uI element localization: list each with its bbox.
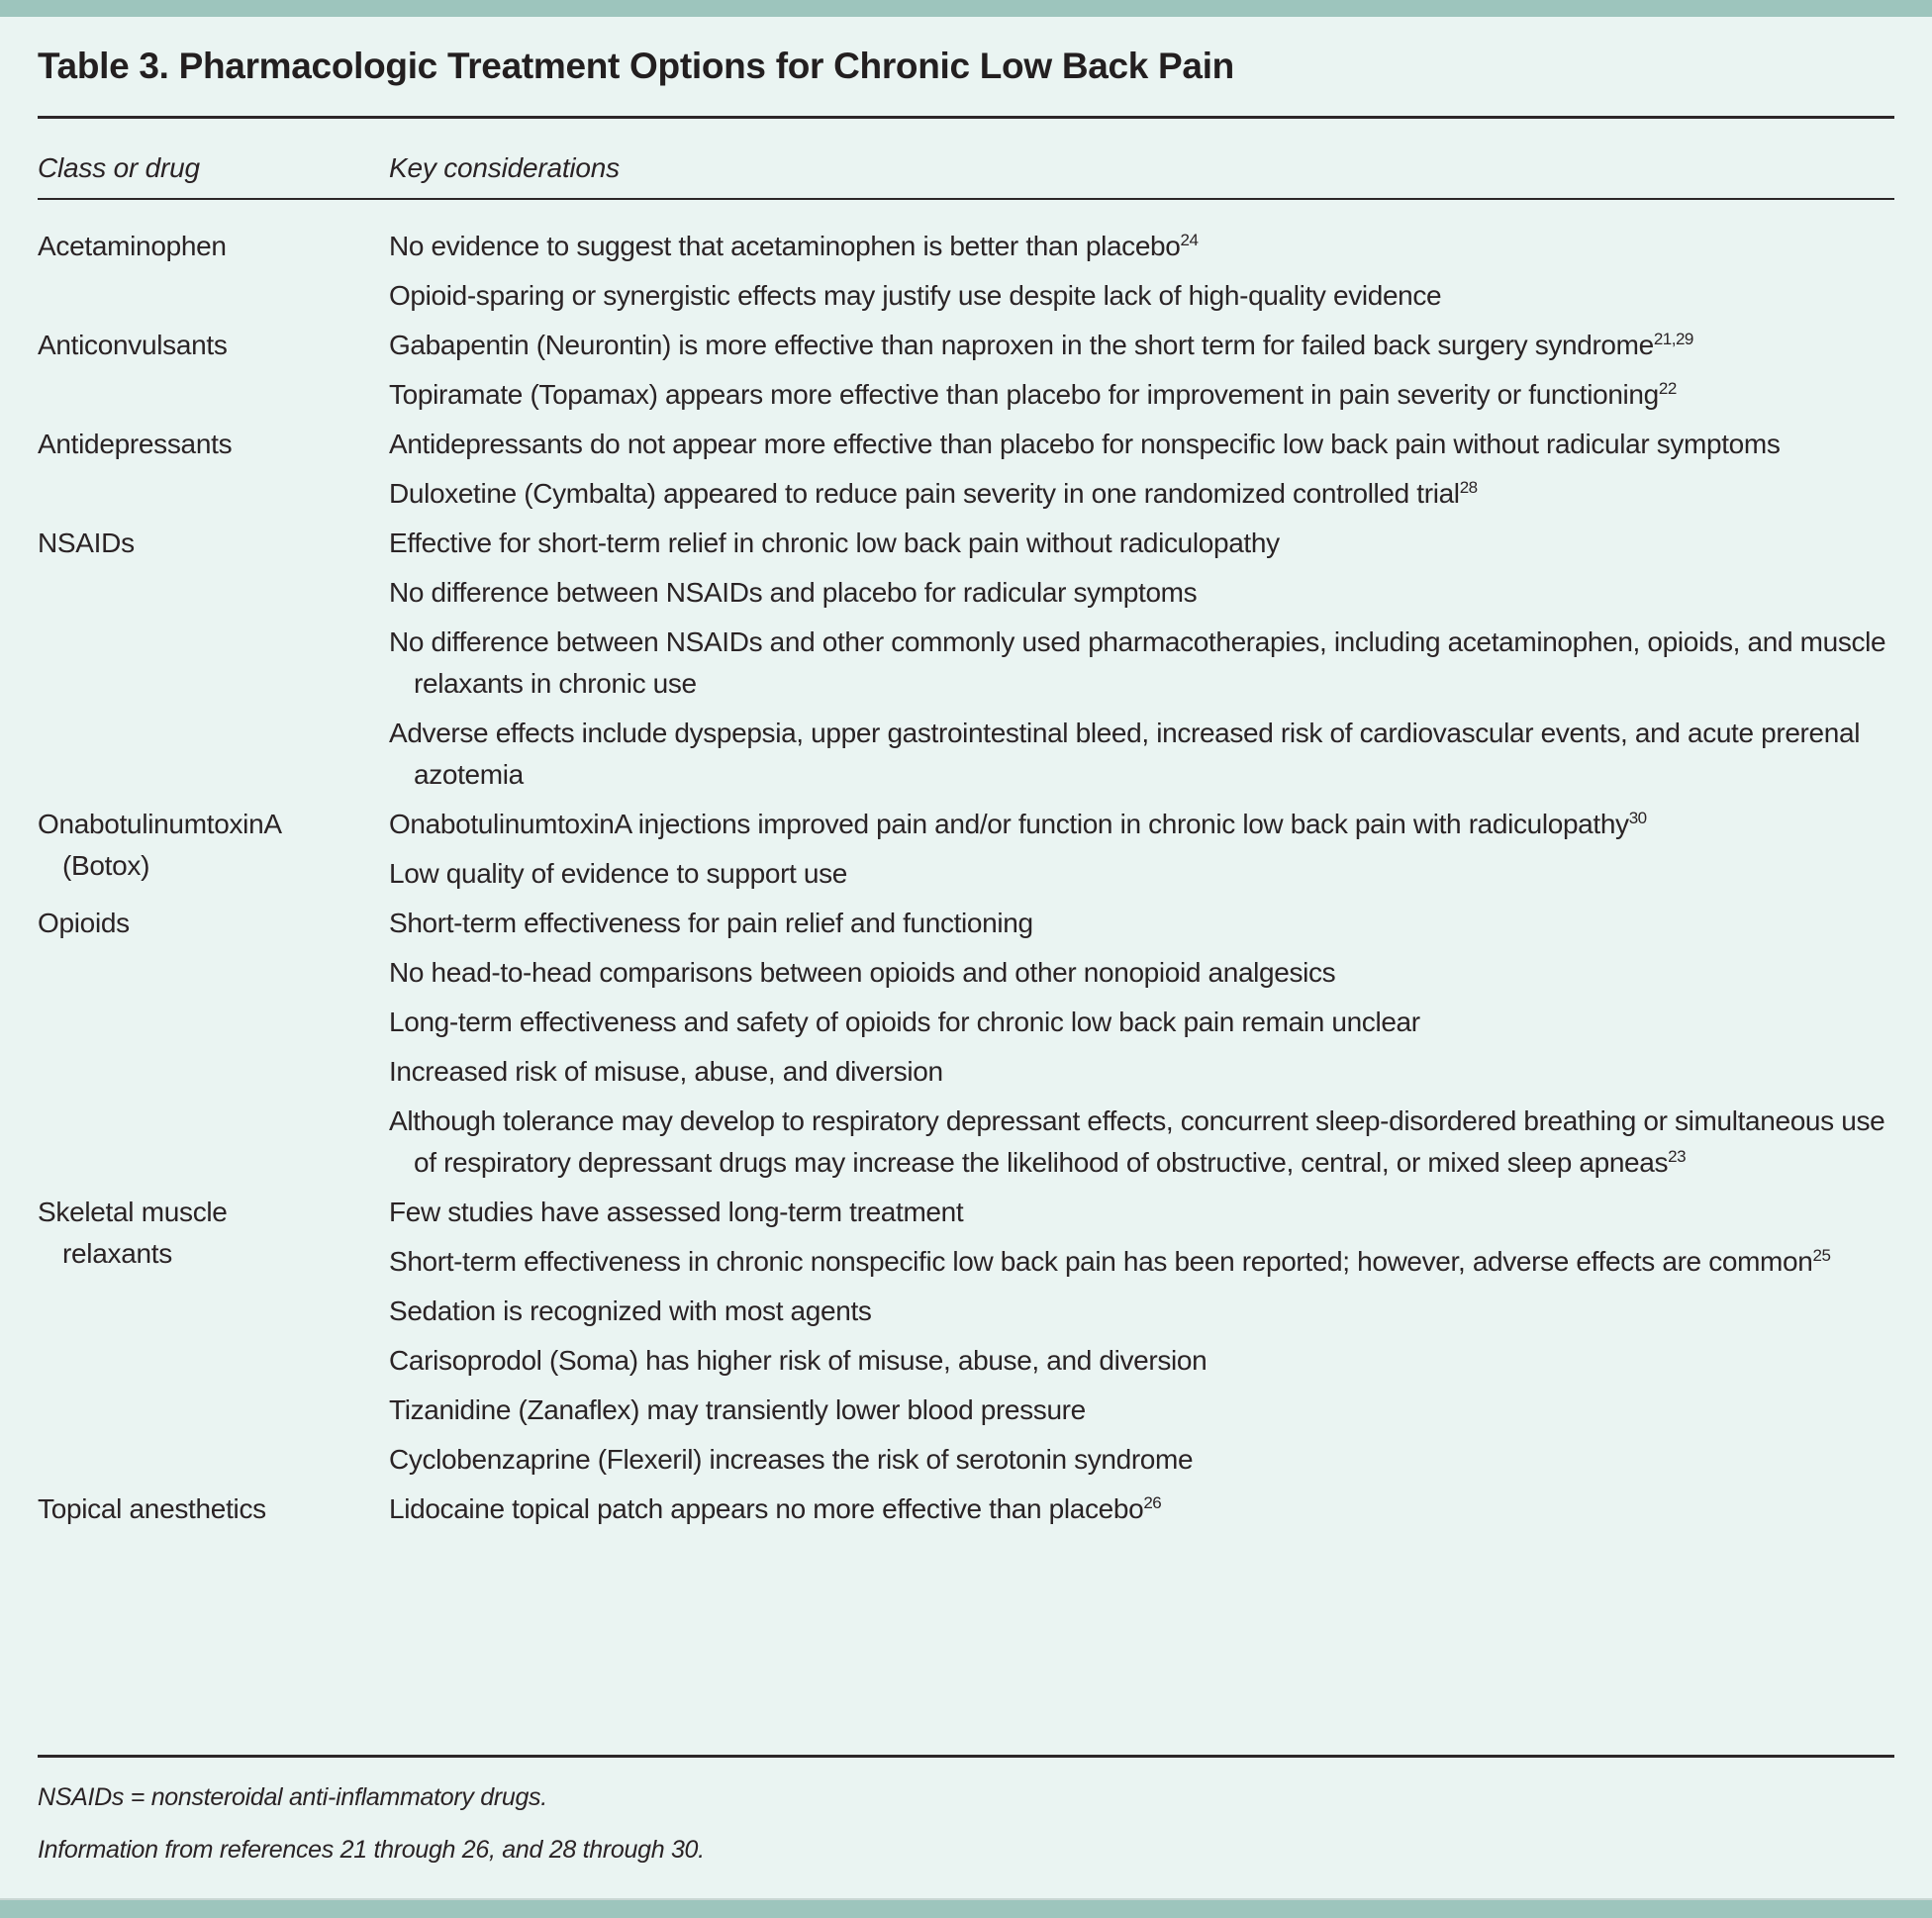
consideration-item [389,325,1898,366]
class-or-drug-cell [38,523,389,804]
consideration-item [389,1192,1898,1233]
class-or-drug-cell [38,1192,389,1488]
class-or-drug-cell [38,325,389,424]
consideration-item [389,424,1898,465]
consideration-text: No difference between NSAIDs and other commonly used pharmacotherapies, including acetaminophen, opioids, and muscle relaxants in chronic use [389,626,1886,699]
reference-superscript: 21,29 [1653,330,1693,348]
reference-superscript: 24 [1180,231,1199,249]
footnote-abbreviation: NSAIDs = nonsteroidal anti-inflammatory drugs. [38,1783,547,1811]
table-title: Table 3. Pharmacologic Treatment Options for Chronic Low Back Pain [38,46,1234,86]
table-row-group [38,903,1898,1192]
table-row-group [38,1192,1898,1488]
consideration-text: Gabapentin (Neurontin) is more effective than naproxen in the short term for failed back surgery syndrome [389,330,1654,360]
consideration-text: Duloxetine (Cymbalta) appeared to reduce pain severity in one randomized controlled trial [389,478,1460,509]
consideration-item [389,622,1898,705]
consideration-item [389,1390,1898,1431]
table-body [38,226,1898,1538]
consideration-item [389,1002,1898,1043]
class-name-line: Acetaminophen [38,231,227,261]
class-name-line: Opioids [38,908,130,938]
consideration-item [389,1241,1898,1283]
key-considerations-cell [389,903,1898,1192]
reference-superscript: 28 [1459,478,1478,497]
reference-superscript: 25 [1812,1246,1831,1265]
consideration-text: Antidepressants do not appear more effective than placebo for nonspecific low back pain without radicular symptoms [389,429,1781,459]
consideration-text: No evidence to suggest that acetaminophen is better than placebo [389,231,1181,261]
key-considerations-cell [389,325,1898,424]
class-name-line: (Botox) [62,850,150,881]
header-rule [38,198,1894,200]
key-considerations-cell [389,1192,1898,1488]
consideration-text: Adverse effects include dyspepsia, upper gastrointestinal bleed, increased risk of cardiovascular events, and acute prerenal azotemia [389,718,1861,790]
consideration-item [389,523,1898,564]
class-or-drug-cell [38,804,389,903]
key-considerations-cell [389,804,1898,903]
consideration-text: Carisoprodol (Soma) has higher risk of misuse, abuse, and diversion [389,1345,1208,1376]
consideration-text: Cyclobenzaprine (Flexeril) increases the risk of serotonin syndrome [389,1444,1194,1475]
consideration-text: Opioid-sparing or synergistic effects may justify use despite lack of high-quality evidence [389,280,1442,311]
reference-superscript: 22 [1658,379,1677,398]
consideration-item [389,473,1898,515]
table-row-group [38,325,1898,424]
table-row-group [38,424,1898,523]
class-or-drug-cell [38,424,389,523]
table-row-group [38,523,1898,804]
table-row-group [38,226,1898,325]
table-row-group [38,1488,1898,1538]
class-or-drug-cell [38,903,389,1192]
top-color-band [0,0,1932,17]
consideration-item [389,1051,1898,1093]
consideration-item [389,903,1898,944]
consideration-item [389,804,1898,845]
class-name-line: Anticonvulsants [38,330,228,360]
consideration-text: No head-to-head comparisons between opioids and other nonopioid analgesics [389,957,1336,988]
reference-superscript: 26 [1143,1493,1162,1512]
consideration-item [389,1439,1898,1481]
consideration-item [389,1340,1898,1382]
consideration-text: Although tolerance may develop to respiratory depressant effects, concurrent sleep-disordered breathing or simultaneous use of respiratory depressant drugs may increase the likelihood of obstructive, central, or mixed sleep apneas [389,1105,1885,1178]
consideration-text: Effective for short-term relief in chronic low back pain without radiculopathy [389,527,1280,558]
consideration-text: Sedation is recognized with most agents [389,1295,872,1326]
class-name-line: NSAIDs [38,527,135,558]
consideration-text: Lidocaine topical patch appears no more effective than placebo [389,1493,1144,1524]
title-rule [38,116,1894,119]
consideration-text: No difference between NSAIDs and placebo for radicular symptoms [389,577,1198,608]
table-bottom-rule [38,1755,1894,1758]
consideration-item [389,374,1898,416]
consideration-text: Short-term effectiveness in chronic nonspecific low back pain has been reported; however, adverse effects are common [389,1246,1813,1277]
class-name-line: Skeletal muscle [38,1197,228,1227]
key-considerations-cell [389,226,1898,325]
class-or-drug-cell [38,1488,389,1538]
class-name-line: relaxants [62,1238,172,1269]
footnote-source: Information from references 21 through 26, and 28 through 30. [38,1836,705,1864]
class-name-line: Antidepressants [38,429,233,459]
key-considerations-cell [389,523,1898,804]
reference-superscript: 23 [1668,1147,1687,1166]
bottom-color-band [0,1898,1932,1918]
column-header-class: Class or drug [38,152,200,183]
consideration-item [389,952,1898,994]
column-header-considerations: Key considerations [389,152,620,183]
consideration-item [389,1291,1898,1332]
consideration-text: Few studies have assessed long-term treatment [389,1197,964,1227]
consideration-item [389,853,1898,895]
consideration-text: Increased risk of misuse, abuse, and diversion [389,1056,943,1087]
consideration-text: Long-term effectiveness and safety of opioids for chronic low back pain remain unclear [389,1007,1420,1037]
key-considerations-cell [389,424,1898,523]
consideration-text: Topiramate (Topamax) appears more effective than placebo for improvement in pain severity or functioning [389,379,1659,410]
key-considerations-cell [389,1488,1898,1538]
consideration-item [389,1488,1898,1530]
consideration-text: Short-term effectiveness for pain relief and functioning [389,908,1033,938]
class-or-drug-cell [38,226,389,325]
consideration-text: Low quality of evidence to support use [389,858,848,889]
class-name-line: Topical anesthetics [38,1493,266,1524]
consideration-text: Tizanidine (Zanaflex) may transiently lower blood pressure [389,1394,1086,1425]
reference-superscript: 30 [1628,809,1647,827]
class-name-line: OnabotulinumtoxinA [38,809,282,839]
consideration-text: OnabotulinumtoxinA injections improved pain and/or function in chronic low back pain with radiculopathy [389,809,1629,839]
consideration-item [389,572,1898,614]
table-row-group [38,804,1898,903]
consideration-item [389,1101,1898,1184]
consideration-item [389,226,1898,267]
consideration-item [389,275,1898,317]
consideration-item [389,713,1898,796]
